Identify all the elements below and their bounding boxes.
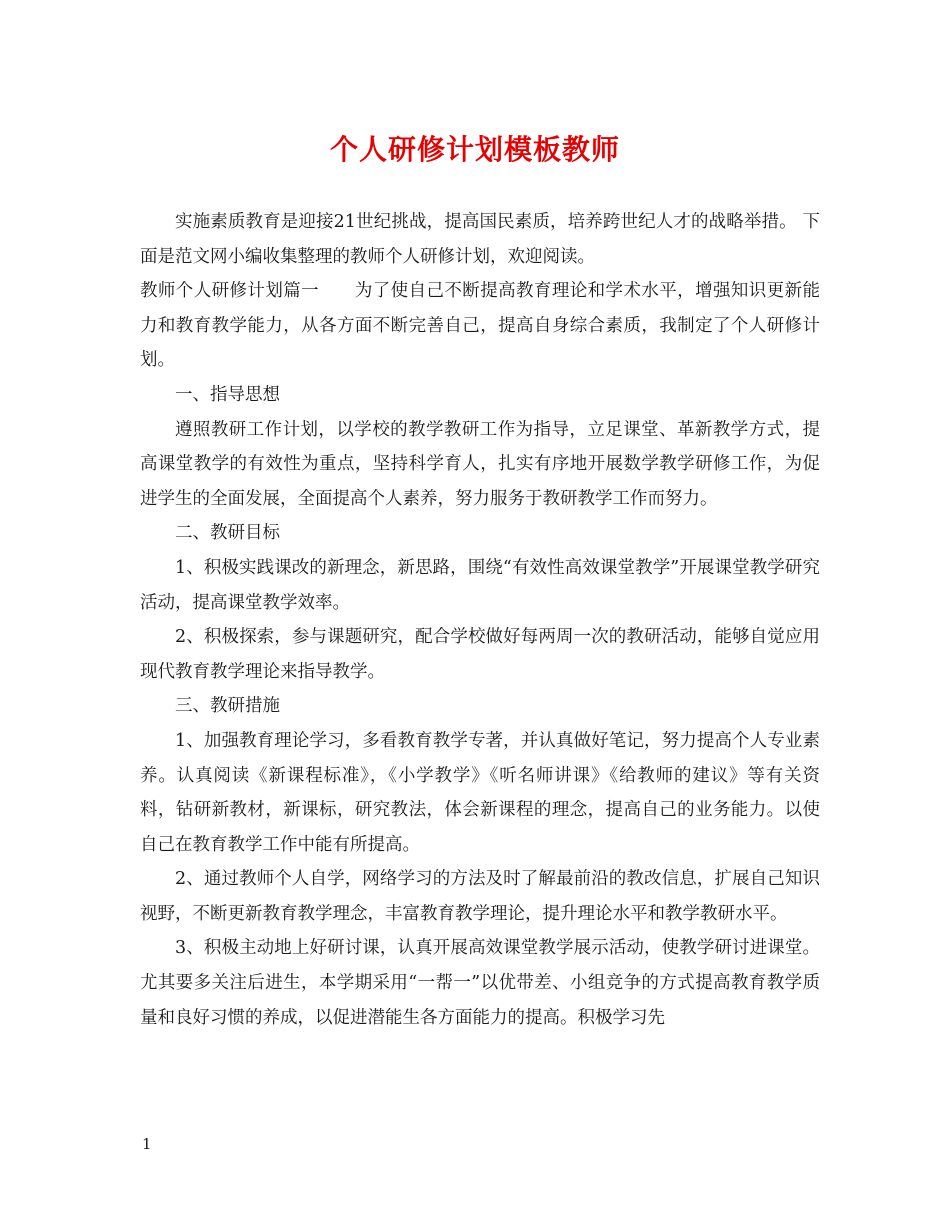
document-body [140, 205, 820, 1035]
paragraph-plan-one: 教师个人研修计划篇一 为了使自己不断提高教育理论和学术水平，增强知识更新能力和教育教学能力，从各方面不断完善自己，提高自身综合素质，我制定了个人研修计划。 [140, 281, 820, 371]
paragraph-measure-3: 3、积极主动地上好研讨课，认真开展高效课堂教学展示活动，使教学研讨进课堂。尤其要多关注后进生，本学期采用“一帮一”以优带差、小组竞争的方式提高教育教学质量和良好习惯的养成，以促进潜能生各方面能力的提高。积极学习先 [140, 938, 820, 1028]
paragraph-goal-2: 2、积极探索，参与课题研究，配合学校做好每两周一次的教研活动，能够自觉应用现代教育教学理论来指导教学。 [140, 627, 820, 682]
heading-research-measures: 三、教研措施 [175, 696, 280, 717]
paragraph-measure-2: 2、通过教师个人自学，网络学习的方法及时了解最前沿的教改信息，扩展自己知识视野，不断更新教育教学理念，丰富教育教学理论，提升理论水平和教学教研水平。 [140, 869, 820, 924]
paragraph-intro: 实施素质教育是迎接21世纪挑战，提高国民素质，培养跨世纪人才的战略举措。 下面是范文网小编收集整理的教师个人研修计划，欢迎阅读。 [140, 212, 820, 267]
paragraph-goal-1: 1、积极实践课改的新理念，新思路，围绕“有效性高效课堂教学”开展课堂教学研究活动，提高课堂教学效率。 [140, 557, 820, 613]
paragraph-measure-1: 1、加强教育理论学习，多看教育教学专著，并认真做好笔记，努力提高个人专业素养。认真阅读《新课程标准》，《小学教学》《听名师讲课》《给教师的建议》等有关资料，钻研新教材，新课标，研究教法，体会新课程的理念，提高自己的业务能力。以使自己在教育教学工作中能有所提高。 [140, 730, 820, 855]
heading-guiding-ideology: 一、指导思想 [175, 384, 280, 405]
paragraph-guiding-ideology: 遵照教研工作计划，以学校的教学教研工作为指导，立足课堂、革新教学方式，提高课堂教学的有效性为重点，坚持科学育人，扎实有序地开展数学教学研修工作，为促进学生的全面发展，全面提高个人素养，努力服务于教研教学工作而努力。 [140, 419, 820, 509]
heading-research-goals: 二、教研目标 [175, 523, 280, 544]
page-number: 1 [142, 1135, 152, 1153]
document-title: 个人研修计划模板教师 [329, 133, 620, 166]
